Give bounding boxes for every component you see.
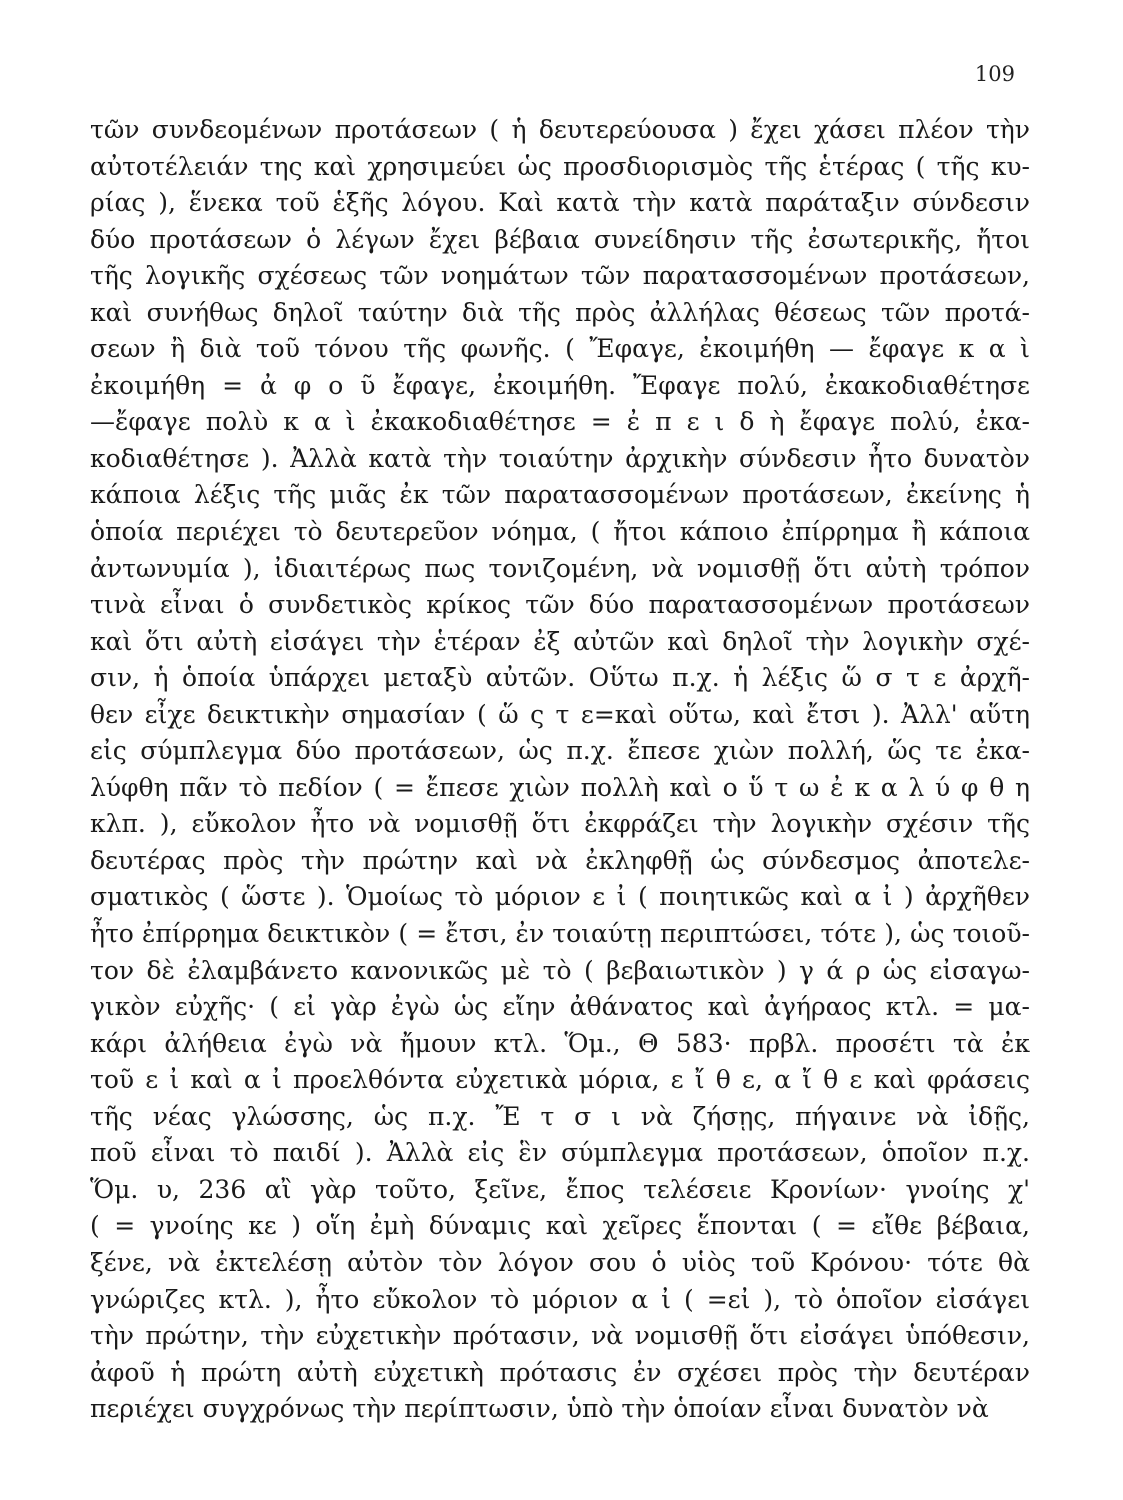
text-line: θεν εἶχε δεικτικὴν σημασίαν ( ὥ ς τ ε=καὶ οὕτω, καὶ ἔτσι ). Ἀλλ' αὕτη — [90, 699, 1030, 729]
text-line: ἀντωνυμία ), ἰδιαιτέρως πως τονιζομένη, νὰ νομισθῇ ὅτι αὐτὴ τρόπον — [90, 553, 1030, 583]
text-line: αὐτοτέλειάν της καὶ χρησιμεύει ὡς προσδιορισμὸς τῆς ἑτέρας ( τῆς κυ- — [90, 151, 1030, 181]
text-line: σεων ἢ διὰ τοῦ τόνου τῆς φωνῆς. ( Ἔφαγε, ἐκοιμήθη — ἔφαγε κ α ὶ — [90, 334, 1030, 364]
text-line: ποῦ εἶναι τὸ παιδί ). Ἀλλὰ εἰς ἓν σύμπλεγμα προτάσεων, ὁποῖον π.χ. — [90, 1138, 1030, 1168]
text-line: σιν, ἡ ὁποία ὑπάρχει μεταξὺ αὐτῶν. Οὕτω π.χ. ἡ λέξις ὥ σ τ ε ἀρχῆ- — [90, 663, 1030, 693]
text-line: σματικὸς ( ὥστε ). Ὁμοίως τὸ μόριον ε ἰ ( ποιητικῶς καὶ α ἰ ) ἀρχῆθεν — [90, 882, 1030, 912]
text-line: περιέχει συγχρόνως τὴν περίπτωσιν, ὑπὸ τὴν ὁποίαν εἶναι δυνατὸν νὰ — [90, 1394, 989, 1424]
text-line: δευτέρας πρὸς τὴν πρώτην καὶ νὰ ἐκληφθῇ ὡς σύνδεσμος ἀποτελε- — [90, 845, 1030, 875]
text-line: εἰς σύμπλεγμα δύο προτάσεων, ὡς π.χ. ἔπεσε χιὼν πολλή, ὥς τε ἐκα- — [90, 736, 1030, 766]
text-line: ὁποία περιέχει τὸ δευτερεῦον νόημα, ( ἤτοι κάποιο ἐπίρρημα ἢ κάποια — [90, 517, 1030, 547]
text-line: γνώριζες κτλ. ), ἦτο εὔκολον τὸ μόριον α ἰ ( =εἰ ), τὸ ὁποῖον εἰσάγει — [90, 1284, 1030, 1314]
text-line: ἐκοιμήθη = ἀ φ ο ῦ ἔφαγε, ἐκοιμήθη. Ἔφαγε πολύ, ἐκακοδιαθέτησε — [90, 370, 1030, 400]
text-line: Ὅμ. υ, 236 αἲ γὰρ τοῦτο, ξεῖνε, ἔπος τελέσειε Κρονίων· γνοίης χ' — [90, 1174, 1030, 1204]
text-line: τῆς νέας γλώσσης, ὡς π.χ. Ἔ τ σ ι νὰ ζήσῃς, πήγαινε νὰ ἰδῇς, — [90, 1101, 1030, 1131]
text-line: τον δὲ ἐλαμβάνετο κανονικῶς μὲ τὸ ( βεβαιωτικὸν ) γ ά ρ ὡς εἰσαγω- — [90, 955, 1030, 985]
text-line: τὴν πρώτην, τὴν εὐχετικὴν πρότασιν, νὰ νομισθῇ ὅτι εἰσάγει ὑπόθεσιν, — [90, 1321, 1030, 1351]
text-line: τινὰ εἶναι ὁ συνδετικὸς κρίκος τῶν δύο παρατασσομένων προτάσεων — [90, 590, 1030, 620]
text-line: τῆς λογικῆς σχέσεως τῶν νοημάτων τῶν παρατασσομένων προτάσεων, — [90, 261, 1030, 291]
text-line: ἀφοῦ ἡ πρώτη αὐτὴ εὐχετικὴ πρότασις ἐν σχέσει πρὸς τὴν δευτέραν — [90, 1357, 1030, 1387]
text-line: λύφθη πᾶν τὸ πεδίον ( = ἔπεσε χιὼν πολλὴ καὶ ο ὕ τ ω ἐ κ α λ ύ φ θ η — [90, 772, 1030, 802]
text-line: ( = γνοίης κε ) οἵη ἐμὴ δύναμις καὶ χεῖρες ἕπονται ( = εἴθε βέβαια, — [90, 1211, 1030, 1241]
text-line: γικὸν εὐχῆς· ( εἰ γὰρ ἐγὼ ὡς εἴην ἀθάνατος καὶ ἀγήραος κτλ. = μα- — [90, 992, 1030, 1022]
text-line: κάποια λέξις τῆς μιᾶς ἐκ τῶν παρατασσομένων προτάσεων, ἐκείνης ἡ — [90, 480, 1030, 510]
text-line: καὶ συνήθως δηλοῖ ταύτην διὰ τῆς πρὸς ἀλλήλας θέσεως τῶν προτά- — [90, 297, 1030, 327]
text-line: κλπ. ), εὔκολον ἦτο νὰ νομισθῇ ὅτι ἐκφράζει τὴν λογικὴν σχέσιν τῆς — [90, 809, 1030, 839]
text-line: τοῦ ε ἰ καὶ α ἰ προελθόντα εὐχετικὰ μόρια, ε ἴ θ ε, α ἴ θ ε καὶ φράσεις — [90, 1065, 1030, 1095]
body-text — [90, 112, 1030, 1428]
page-number: 109 — [974, 62, 1015, 86]
text-line: κοδιαθέτησε ). Ἀλλὰ κατὰ τὴν τοιαύτην ἀρχικὴν σύνδεσιν ἦτο δυνατὸν — [90, 443, 1030, 473]
text-line: ξένε, νὰ ἐκτελέσῃ αὐτὸν τὸν λόγον σου ὁ υἱὸς τοῦ Κρόνου· τότε θὰ — [90, 1247, 1030, 1277]
text-line: ρίας ), ἕνεκα τοῦ ἑξῆς λόγου. Καὶ κατὰ τὴν κατὰ παράταξιν σύνδεσιν — [90, 188, 1030, 218]
text-line: καὶ ὅτι αὐτὴ εἰσάγει τὴν ἑτέραν ἐξ αὐτῶν καὶ δηλοῖ τὴν λογικὴν σχέ- — [90, 626, 1030, 656]
text-line: κάρι ἀλήθεια ἐγὼ νὰ ἤμουν κτλ. Ὅμ., Θ 583· πρβλ. προσέτι τὰ ἐκ — [90, 1028, 1030, 1058]
text-line: δύο προτάσεων ὁ λέγων ἔχει βέβαια συνείδησιν τῆς ἐσωτερικῆς, ἤτοι — [90, 224, 1030, 254]
text-line: τῶν συνδεομένων προτάσεων ( ἡ δευτερεύουσα ) ἔχει χάσει πλέον τὴν — [90, 115, 1030, 144]
text-line: ἦτο ἐπίρρημα δεικτικὸν ( = ἔτσι, ἐν τοιαύτῃ περιπτώσει, τότε ), ὡς τοιοῦ- — [90, 919, 1030, 949]
text-line: —ἔφαγε πολὺ κ α ὶ ἐκακοδιαθέτησε = ἐ π ε ι δ ὴ ἔφαγε πολύ, ἐκα- — [90, 407, 1030, 437]
